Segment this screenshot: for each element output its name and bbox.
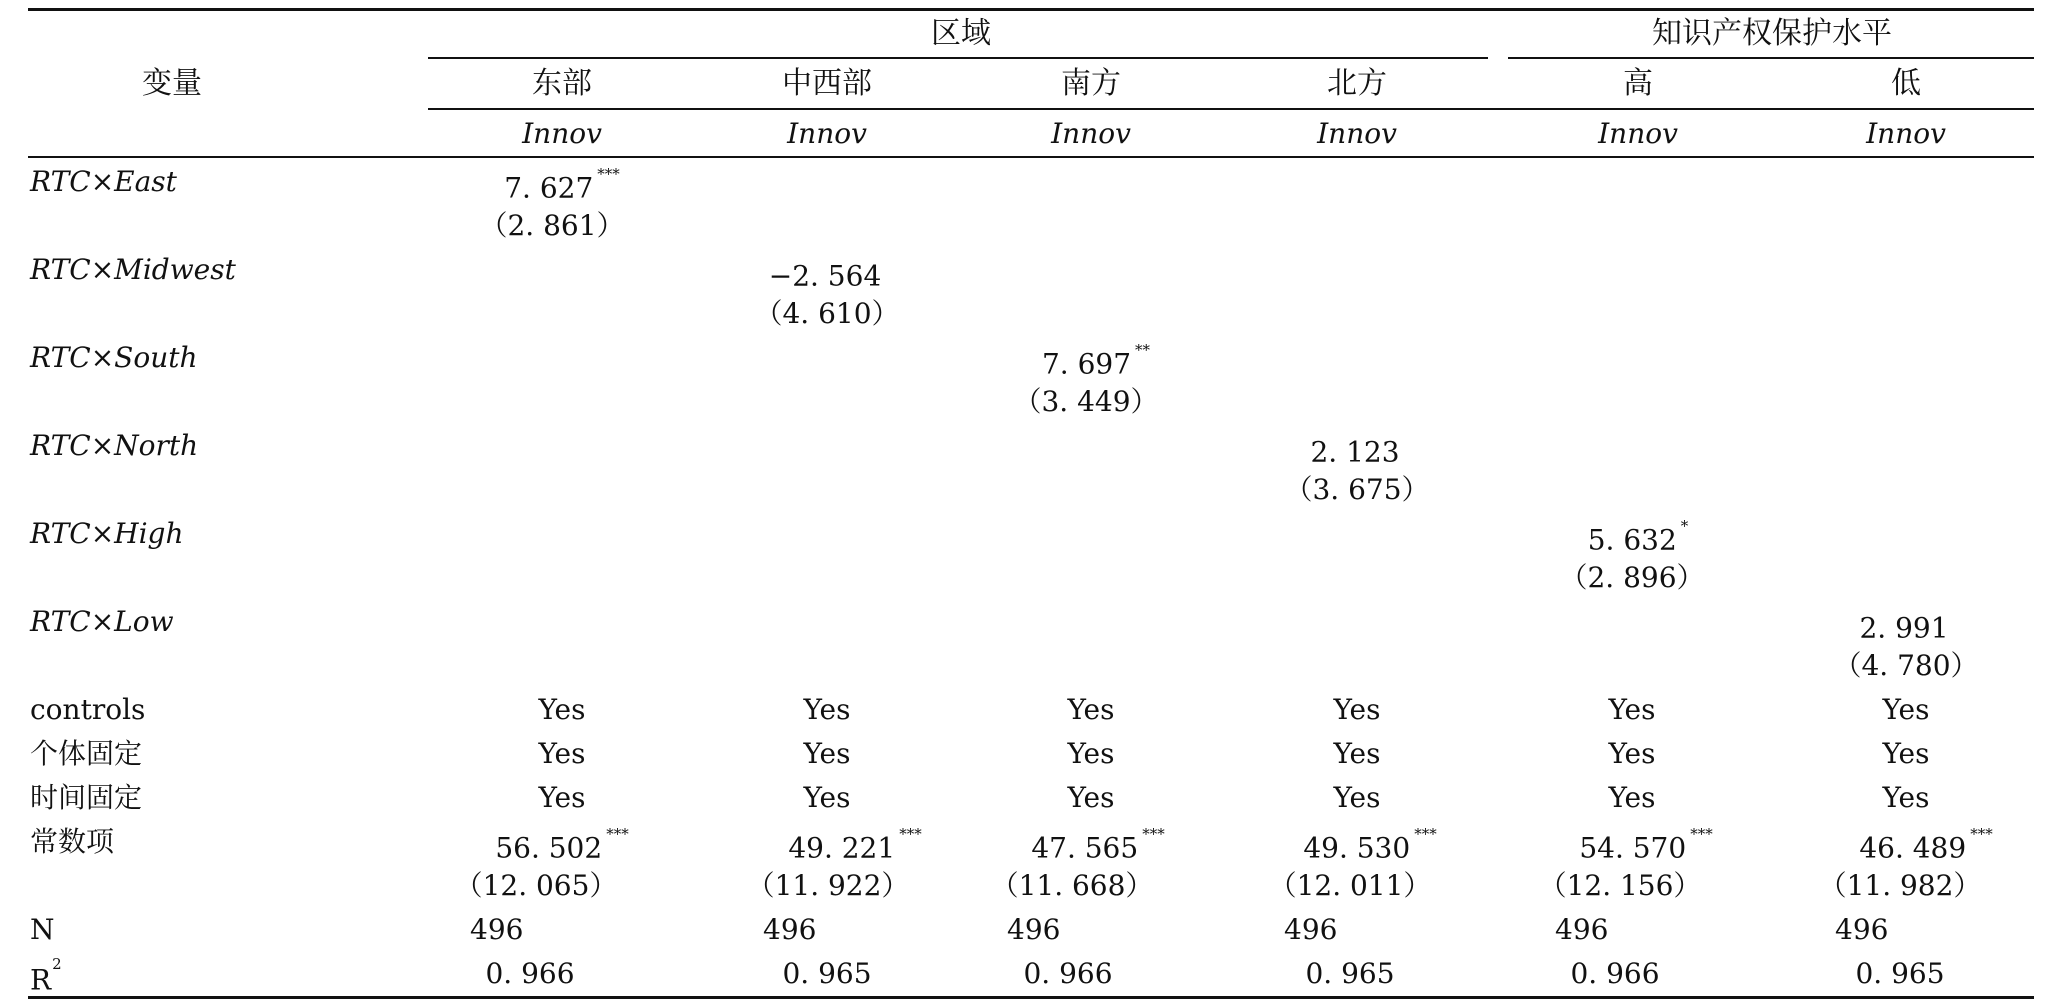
- controls-value: Yes: [538, 693, 586, 726]
- column-header-north: 北方: [1327, 66, 1387, 101]
- row-label-rtc-high: RTC×High: [30, 517, 184, 550]
- individual-fe-value: Yes: [803, 737, 851, 770]
- bottom-rule: [28, 996, 2034, 999]
- dep-var-label: Innov: [1051, 117, 1131, 150]
- coef-rtc-east: 7. 627 ***: [504, 165, 620, 205]
- constant-se: （11. 982）: [1818, 869, 1982, 902]
- header-bottom-rule: [28, 156, 2034, 158]
- column-header-rule: [428, 108, 2034, 110]
- time-fe-value: Yes: [1608, 781, 1656, 814]
- controls-value: Yes: [1333, 693, 1381, 726]
- constant-coef: 54. 570 ***: [1579, 825, 1713, 865]
- coef-rtc-low: 2. 991: [1859, 611, 1949, 645]
- row-label-rtc-low: RTC×Low: [30, 605, 174, 638]
- region-group-rule: [428, 57, 1488, 59]
- dep-var-label: Innov: [787, 117, 867, 150]
- n-value: 496: [1835, 913, 1889, 946]
- row-label-individual-fe: 个体固定: [30, 737, 143, 770]
- controls-value: Yes: [803, 693, 851, 726]
- dep-var-label: Innov: [1866, 117, 1946, 150]
- row-label-rtc-midwest: RTC×Midwest: [30, 253, 236, 286]
- constant-coef: 49. 221 ***: [788, 825, 922, 865]
- n-value: 496: [1007, 913, 1061, 946]
- r-squared-value: 0. 966: [1570, 957, 1660, 990]
- coef-rtc-south: 7. 697 **: [1041, 341, 1151, 381]
- dep-var-label: Innov: [1317, 117, 1397, 150]
- n-value: 496: [763, 913, 817, 946]
- time-fe-value: Yes: [538, 781, 586, 814]
- ip-group-rule: [1508, 57, 2034, 59]
- column-header-east: 东部: [532, 66, 592, 101]
- constant-coef: 49. 530 ***: [1303, 825, 1437, 865]
- column-header-low: 低: [1891, 66, 1921, 101]
- se-rtc-east: （2. 861）: [479, 209, 625, 242]
- constant-se: （12. 011）: [1268, 869, 1432, 902]
- individual-fe-value: Yes: [1882, 737, 1930, 770]
- constant-coef: 46. 489 ***: [1859, 825, 1993, 865]
- individual-fe-value: Yes: [538, 737, 586, 770]
- n-value: 496: [1555, 913, 1609, 946]
- controls-value: Yes: [1067, 693, 1115, 726]
- time-fe-value: Yes: [1882, 781, 1930, 814]
- se-rtc-high: （2. 896）: [1559, 561, 1705, 594]
- coef-rtc-north: 2. 123: [1310, 435, 1400, 469]
- column-header-midwest: 中西部: [782, 66, 872, 101]
- constant-se: （11. 668）: [990, 869, 1154, 902]
- dep-var-label: Innov: [522, 117, 602, 150]
- time-fe-value: Yes: [803, 781, 851, 814]
- se-rtc-low: （4. 780）: [1833, 649, 1979, 682]
- row-label-controls: controls: [30, 693, 146, 726]
- individual-fe-value: Yes: [1333, 737, 1381, 770]
- constant-se: （12. 156）: [1538, 869, 1702, 902]
- row-label-n: N: [30, 913, 55, 946]
- time-fe-value: Yes: [1067, 781, 1115, 814]
- row-label-rtc-east: RTC×East: [30, 165, 177, 198]
- controls-value: Yes: [1608, 693, 1656, 726]
- variable-header: 变量: [142, 66, 202, 101]
- top-rule: [28, 8, 2034, 11]
- dep-var-label: Innov: [1598, 117, 1678, 150]
- r-squared-value: 0. 966: [1023, 957, 1113, 990]
- row-label-r-squared: $R^2$: [30, 955, 62, 997]
- row-label-rtc-north: RTC×North: [30, 429, 199, 462]
- region-group-header: 区域: [931, 16, 991, 51]
- se-rtc-south: （3. 449）: [1013, 385, 1159, 418]
- se-rtc-midwest: （4. 610）: [754, 297, 900, 330]
- column-header-south: 南方: [1061, 66, 1121, 101]
- row-label-constant: 常数项: [30, 825, 115, 858]
- constant-se: （12. 065）: [454, 869, 618, 902]
- r-squared-value: 0. 966: [485, 957, 575, 990]
- row-label-time-fe: 时间固定: [30, 781, 143, 814]
- r-squared-value: 0. 965: [1305, 957, 1395, 990]
- column-header-high: 高: [1623, 66, 1653, 101]
- n-value: 496: [1284, 913, 1338, 946]
- se-rtc-north: （3. 675）: [1284, 473, 1430, 506]
- n-value: 496: [470, 913, 524, 946]
- time-fe-value: Yes: [1333, 781, 1381, 814]
- constant-coef: 56. 502 ***: [495, 825, 629, 865]
- constant-se: （11. 922）: [746, 869, 910, 902]
- r-squared-value: 0. 965: [1855, 957, 1945, 990]
- controls-value: Yes: [1882, 693, 1930, 726]
- r-squared-value: 0. 965: [782, 957, 872, 990]
- row-label-rtc-south: RTC×South: [30, 341, 198, 374]
- coef-rtc-high: 5. 632 *: [1587, 517, 1689, 557]
- individual-fe-value: Yes: [1067, 737, 1115, 770]
- ip-protection-group-header: 知识产权保护水平: [1652, 16, 1892, 51]
- constant-coef: 47. 565 ***: [1031, 825, 1165, 865]
- coef-rtc-midwest: −2. 564: [768, 259, 882, 293]
- individual-fe-value: Yes: [1608, 737, 1656, 770]
